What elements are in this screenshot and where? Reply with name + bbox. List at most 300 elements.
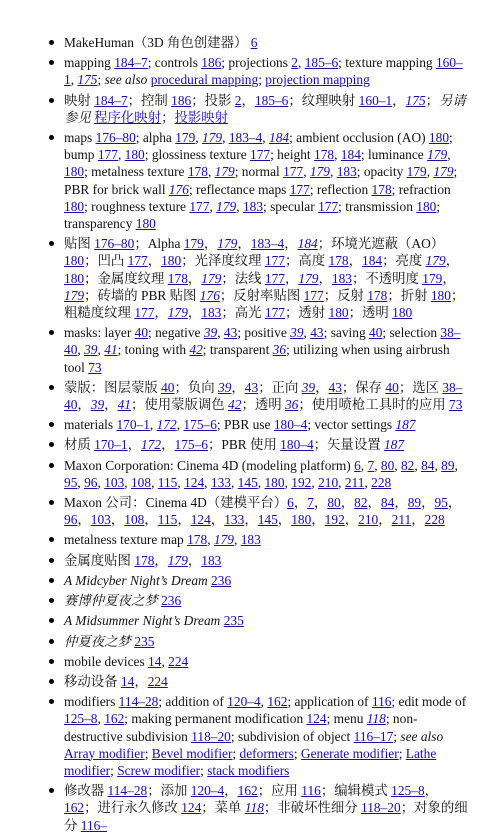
index-link[interactable]: 40 [161, 379, 175, 395]
index-link[interactable]: 184 [340, 147, 361, 163]
index-text: ；使用蒙版调色 [130, 397, 229, 413]
index-entry [64, 673, 470, 690]
index-link[interactable]: 179 [201, 270, 222, 286]
index-text: ; reflection [309, 181, 372, 197]
index-link[interactable]: 82 [354, 495, 368, 511]
index-link[interactable]: 124 [306, 711, 327, 727]
index-link[interactable]: 39 [90, 397, 105, 413]
index-link[interactable]: 184 [362, 253, 383, 269]
index-text: ， [392, 92, 406, 108]
index-text: , [334, 147, 341, 163]
index-text: ; [293, 745, 301, 761]
index-link[interactable]: 178 [367, 287, 388, 303]
index-link[interactable]: 170–1 [116, 417, 150, 433]
index-link[interactable]: 120–4 [227, 694, 261, 710]
index-link[interactable]: 125–8 [64, 711, 98, 727]
index-text: ; application of [287, 694, 372, 710]
index-text: ; [232, 745, 240, 761]
index-link[interactable]: Screw modifier [117, 762, 201, 778]
index-link[interactable]: 40 [369, 325, 383, 341]
index-link[interactable]: 179 [427, 147, 448, 163]
index-link[interactable]: 180 [392, 305, 413, 321]
index-entry [64, 129, 470, 232]
index-link[interactable]: 180 [291, 512, 312, 528]
index-link[interactable]: 133 [210, 474, 231, 490]
index-text: , [124, 474, 131, 490]
index-link[interactable]: 2 [291, 55, 298, 71]
index-link[interactable]: 84 [380, 495, 395, 511]
index-link[interactable]: 228 [424, 512, 445, 528]
index-link[interactable]: 43 [223, 325, 238, 341]
index-link[interactable]: 179 [217, 236, 238, 252]
index-link[interactable]: 177 [134, 305, 155, 321]
index-link[interactable]: 185–6 [304, 55, 339, 71]
index-link[interactable]: 116 [301, 783, 321, 799]
index-link[interactable]: 180 [64, 253, 85, 269]
index-text: ， [311, 512, 325, 528]
index-text: ， [284, 236, 298, 252]
index-link[interactable]: 179 [425, 253, 446, 269]
index-link[interactable]: 38–40 [64, 325, 461, 358]
index-link[interactable]: 73 [449, 397, 463, 413]
index-text: ; [393, 728, 401, 744]
index-link[interactable]: 179 [216, 198, 237, 214]
index-text: , [257, 474, 265, 490]
index-link[interactable]: 186 [201, 55, 222, 71]
index-text: ; [97, 72, 105, 88]
index-text: ， [421, 495, 435, 511]
index-text: 另请参见 [64, 92, 466, 125]
index-link[interactable]: 145 [237, 474, 258, 490]
index-link[interactable]: 179 [202, 130, 223, 146]
index-link[interactable]: 187 [395, 417, 416, 433]
index-link[interactable]: 6 [287, 495, 294, 511]
index-link[interactable]: 183 [331, 270, 352, 286]
index-text: ；纹理映射 [288, 92, 359, 108]
index-link[interactable]: 7 [367, 457, 375, 473]
index-text: ；透射 [285, 305, 329, 321]
index-text: , [195, 130, 203, 146]
index-link[interactable]: 95 [434, 495, 448, 511]
index-text: ， [424, 783, 439, 799]
index-link[interactable]: 177 [264, 305, 285, 321]
index-text: ， [224, 783, 238, 799]
index-text: 蒙版：图层蒙版 [64, 379, 162, 395]
index-link[interactable]: 235 [134, 633, 155, 649]
index-link[interactable]: 38–40 [64, 379, 463, 413]
index-text: ；高度 [285, 253, 329, 269]
index-text: ；控制 [127, 92, 172, 108]
index-link[interactable]: 116– [80, 817, 108, 833]
index-link[interactable]: Generate modifier [300, 745, 399, 761]
index-link[interactable]: 124 [190, 512, 211, 528]
index-link[interactable]: 160–1 [358, 92, 393, 108]
index-text: 映射 [64, 92, 95, 108]
index-link[interactable]: 177 [264, 253, 285, 269]
index-text: , [374, 457, 381, 473]
index-link[interactable]: 172 [141, 437, 162, 453]
index-entry [64, 531, 470, 548]
index-text: , [394, 457, 401, 473]
index-link[interactable]: 180 [135, 216, 156, 232]
index-text: ， [344, 512, 359, 528]
index-link[interactable]: 176–80 [95, 130, 136, 146]
index-link[interactable]: 125–8 [391, 783, 425, 799]
index-link[interactable]: 175 [77, 72, 98, 88]
index-link[interactable]: 39 [290, 325, 304, 341]
index-text: ；反射 [323, 287, 368, 303]
index-text: ; normal [234, 164, 284, 180]
index-link[interactable]: 115 [157, 474, 178, 490]
index-link[interactable]: 183–4 [228, 130, 263, 146]
index-link[interactable]: 224 [147, 673, 168, 689]
index-link[interactable]: 39 [84, 342, 98, 358]
index-link[interactable]: 14 [148, 653, 162, 669]
index-entry [64, 592, 470, 609]
index-link[interactable]: 162 [104, 711, 125, 727]
index-text: ；PBR 使用 [207, 437, 281, 453]
index-link[interactable]: 170–1 [94, 437, 128, 453]
index-text: ; projections [221, 55, 292, 71]
index-link[interactable]: 184–7 [94, 92, 128, 108]
index-text: ， [231, 379, 245, 395]
index-link[interactable]: 176 [168, 181, 189, 197]
index-text: ， [203, 236, 218, 252]
index-link[interactable]: 42 [228, 397, 242, 413]
index-link[interactable]: 180 [328, 305, 349, 321]
index-link[interactable]: 192 [324, 512, 345, 528]
index-link[interactable]: 160–1 [64, 55, 463, 88]
index-link[interactable]: 116 [371, 694, 392, 710]
index-link[interactable]: 185–6 [254, 92, 289, 108]
index-link[interactable]: 145 [257, 512, 278, 528]
index-link[interactable]: 180–4 [280, 437, 314, 453]
index-text: , [447, 147, 451, 163]
index-text: ；正向 [258, 379, 302, 395]
index-link[interactable]: 180 [428, 130, 450, 146]
index-link[interactable]: 186 [171, 92, 192, 108]
index-link[interactable]: 96 [84, 474, 98, 490]
index-entry [64, 552, 470, 569]
index-text: ; PBR for brick wall [64, 164, 458, 197]
index-text: ；折射 [387, 287, 431, 303]
index-link[interactable]: 183 [242, 198, 264, 214]
index-link[interactable]: 179 [183, 236, 204, 252]
index-link[interactable]: 43 [328, 379, 342, 395]
index-text: ；凹凸 [84, 253, 128, 269]
index-link[interactable]: 73 [88, 359, 102, 375]
index-link[interactable]: 183–4 [250, 236, 285, 252]
index-entry [64, 235, 470, 321]
index-link[interactable]: 43 [310, 325, 324, 341]
index-link[interactable]: 178 [134, 552, 155, 568]
index-link[interactable]: deformers [239, 745, 294, 761]
index-link[interactable]: 224 [168, 653, 189, 669]
index-link[interactable]: 41 [117, 397, 131, 413]
index-text: ；选区 [398, 379, 443, 395]
index-link[interactable]: 177 [264, 270, 285, 286]
index-link[interactable]: 2 [234, 92, 242, 108]
index-link[interactable]: procedural mapping [150, 72, 259, 88]
index-link[interactable]: 180 [430, 287, 451, 303]
index-link[interactable]: 108 [124, 512, 145, 528]
index-link[interactable]: 162 [267, 694, 288, 710]
index-text: ；负向 [174, 379, 219, 395]
index-text: see also [104, 72, 148, 88]
index-link[interactable]: 40 [134, 325, 149, 341]
index-link[interactable]: 179 [167, 552, 188, 568]
index-link[interactable]: 179 [213, 532, 234, 548]
index-link[interactable]: 179 [298, 270, 319, 286]
index-link[interactable]: 179 [309, 164, 330, 180]
index-link[interactable]: 175 [405, 92, 426, 108]
index-link[interactable]: Bevel modifier [151, 745, 233, 761]
index-link[interactable]: 116–17 [353, 728, 394, 744]
index-entry [64, 457, 470, 491]
index-link[interactable]: 210 [358, 512, 379, 528]
index-link[interactable]: 84 [421, 457, 435, 473]
index-link[interactable]: 236 [211, 572, 232, 588]
index-link[interactable]: 103 [90, 512, 111, 528]
index-link[interactable]: stack modifiers [207, 762, 290, 778]
index-text: ; refraction [391, 181, 451, 197]
index-link[interactable]: 228 [371, 474, 392, 490]
index-link[interactable]: 177 [97, 147, 118, 163]
index-text: ， [110, 512, 125, 528]
index-link[interactable]: 180–4 [273, 417, 308, 433]
index-text: ; opacity [356, 164, 407, 180]
index-text: ， [244, 512, 258, 528]
index-link[interactable]: 39 [203, 325, 218, 341]
index-text: , [176, 417, 184, 433]
index-link[interactable]: 180 [64, 164, 85, 180]
index-link[interactable]: 175–6 [174, 437, 208, 453]
index-link[interactable]: 114–28 [107, 783, 148, 799]
index-text: ; transmission [338, 198, 417, 214]
index-text: , [284, 474, 292, 490]
index-entry [64, 379, 470, 413]
index-text: ; controls [147, 55, 202, 71]
index-text: , [207, 532, 214, 548]
index-link[interactable]: 118–20 [191, 728, 231, 744]
index-text: ； [161, 109, 175, 125]
index-link[interactable]: 235 [223, 613, 244, 629]
index-link[interactable]: 179 [406, 164, 427, 180]
index-text: , [117, 147, 125, 163]
index-entry [64, 54, 470, 88]
index-link[interactable]: 39 [218, 379, 232, 395]
index-text: ， [147, 253, 162, 269]
index-link[interactable]: 120–4 [190, 783, 225, 799]
index-link[interactable]: 177 [127, 253, 148, 269]
index-link[interactable]: 178 [187, 164, 208, 180]
index-text: ， [237, 236, 251, 252]
index-link[interactable]: 80 [380, 457, 395, 473]
index-text: ， [187, 270, 202, 286]
index-link[interactable]: 39 [301, 379, 316, 395]
index-text: ; luminance [360, 147, 428, 163]
index-link[interactable]: 14 [120, 673, 135, 689]
index-link[interactable]: 183 [240, 532, 261, 548]
index-text: , [151, 474, 158, 490]
index-link[interactable]: 211 [344, 474, 365, 490]
index-text: ; alpha [135, 130, 176, 146]
index-link[interactable]: 43 [244, 379, 259, 395]
index-text: , [414, 457, 422, 473]
index-link[interactable]: 178 [187, 532, 208, 548]
index-link[interactable]: 162 [237, 783, 258, 799]
index-link[interactable]: 80 [327, 495, 341, 511]
index-link[interactable]: 179 [433, 164, 454, 180]
index-link[interactable]: 178 [371, 181, 392, 197]
index-link[interactable]: Lathe modifier [64, 745, 437, 778]
index-text: , [329, 164, 337, 180]
index-text: ；菜单 [201, 800, 245, 816]
index-text: ；使用喷枪工具时的应用 [298, 397, 450, 413]
index-link[interactable]: 180 [64, 198, 85, 214]
index-text: ; positive [237, 325, 291, 341]
index-link[interactable]: 114–28 [118, 694, 159, 710]
index-link[interactable]: 187 [383, 437, 405, 453]
index-text: ；投影 [191, 92, 235, 108]
index-link[interactable]: 115 [157, 512, 178, 528]
index-link[interactable]: projection mapping [265, 72, 370, 88]
index-link[interactable]: 178 [328, 253, 349, 269]
index-link[interactable]: 184 [297, 236, 318, 252]
index-link[interactable]: 183 [201, 305, 222, 321]
index-text: ；粗糙度纹理 [64, 287, 465, 321]
index-text: see also [400, 728, 444, 744]
index-link[interactable]: 178 [314, 147, 335, 163]
index-text: ；非破坏性细分 [263, 800, 361, 816]
index-link[interactable]: 183 [336, 164, 357, 180]
index-link[interactable]: 180 [64, 270, 85, 286]
index-link[interactable]: 175–6 [183, 417, 217, 433]
index-link[interactable]: Array modifier [64, 745, 145, 761]
index-link[interactable]: 180 [264, 474, 285, 490]
index-link[interactable]: 183 [201, 552, 222, 568]
index-entry [64, 782, 470, 834]
index-text: ; texture mapping [338, 55, 436, 71]
index-link[interactable]: 179 [175, 130, 196, 146]
index-link[interactable]: 179 [167, 305, 188, 321]
index-entry [64, 416, 470, 433]
index-link[interactable]: 236 [161, 593, 182, 609]
index-link[interactable]: 118 [244, 800, 264, 816]
index-text: maps [64, 130, 96, 146]
index-link[interactable]: 192 [291, 474, 312, 490]
index-link[interactable]: 6 [250, 35, 258, 50]
index-link[interactable]: 41 [104, 342, 118, 358]
index-text: ；Alpha [134, 236, 184, 252]
index-link[interactable]: 180 [161, 253, 182, 269]
index-text: ; utilizing when using airbrush tool [64, 342, 450, 375]
index-entry [64, 693, 470, 779]
index-link[interactable]: 172 [156, 417, 177, 433]
index-text: ; negative [148, 325, 204, 341]
index-text: , [434, 457, 442, 473]
index-text: ; subdivision of object [230, 728, 354, 744]
index-link[interactable]: 42 [189, 342, 203, 358]
index-link[interactable]: 40 [385, 379, 399, 395]
index-link[interactable]: 95 [64, 474, 78, 490]
index-text: ；金属度纹理 [84, 270, 168, 286]
index-link[interactable]: 178 [167, 270, 188, 286]
index-link[interactable]: 124 [181, 800, 202, 816]
index-link[interactable]: 6 [354, 457, 361, 473]
index-link[interactable]: 179 [214, 164, 235, 180]
index-link[interactable]: 36 [284, 397, 299, 413]
index-text: materials [64, 417, 117, 433]
index-link[interactable]: 103 [104, 474, 125, 490]
index-text: ；砖墙的 PBR 贴图 [84, 287, 200, 303]
index-text: ， [313, 495, 328, 511]
index-link[interactable]: 177 [189, 198, 210, 214]
index-link[interactable]: 118 [366, 711, 386, 727]
index-text: ；透明 [241, 397, 285, 413]
index-text: masks: layer [64, 325, 135, 341]
index-link[interactable]: 162 [64, 800, 85, 816]
index-link[interactable]: 133 [224, 512, 245, 528]
index-link[interactable]: 211 [391, 512, 412, 528]
index-link[interactable]: 177 [303, 287, 324, 303]
index-link[interactable]: 124 [184, 474, 205, 490]
index-link[interactable]: 179 [422, 270, 443, 286]
index-text: MakeHuman（3D 角色创建器） [64, 35, 251, 50]
index-link[interactable]: 89 [441, 457, 455, 473]
index-text: ， [134, 673, 148, 689]
index-link[interactable]: 89 [407, 495, 422, 511]
index-text: , [97, 711, 105, 727]
index-link[interactable]: 177 [289, 181, 310, 197]
index-link[interactable]: 7 [307, 495, 314, 511]
index-text: ; transparency [64, 198, 441, 232]
index-text: , [207, 164, 215, 180]
index-link[interactable]: 179 [64, 287, 85, 303]
index-text: ; [258, 72, 266, 88]
index-text: mapping [64, 55, 115, 71]
index-text: ；对象的细分 [64, 800, 468, 833]
index-link[interactable]: 184 [269, 130, 290, 146]
index-link[interactable]: 118–20 [361, 800, 401, 816]
index-link[interactable]: 184–7 [114, 55, 148, 71]
index-text: Maxon Corporation: Cinema 4D (modeling platform) [64, 457, 355, 473]
index-link[interactable]: 82 [400, 457, 415, 473]
index-text: ， [187, 552, 202, 568]
index-text: , [222, 130, 229, 146]
index-link[interactable]: 投影映射 [174, 109, 229, 125]
index-text: ， [442, 270, 456, 286]
index-link[interactable]: 程序化映射 [94, 109, 162, 125]
index-text: ; specular [263, 198, 319, 214]
index-link[interactable]: 177 [318, 198, 339, 214]
index-link[interactable]: 180 [416, 198, 437, 214]
index-text: ， [177, 512, 191, 528]
index-text: A Midsummer Night’s Dream [64, 613, 221, 629]
index-link[interactable]: 177 [283, 164, 304, 180]
index-link[interactable]: 177 [250, 147, 271, 163]
index-link[interactable]: 176 [199, 287, 220, 303]
index-text: ; making permanent modification [124, 711, 307, 727]
index-link[interactable]: 36 [272, 342, 287, 358]
index-link[interactable]: 176–80 [94, 236, 135, 252]
index-link[interactable]: 96 [64, 512, 78, 528]
index-link[interactable]: 210 [318, 474, 339, 490]
index-text: ， [367, 495, 381, 511]
index-link[interactable]: 180 [124, 147, 145, 163]
index-link[interactable]: 108 [130, 474, 152, 490]
index-text: ; non-destructive subdivision [64, 711, 418, 744]
